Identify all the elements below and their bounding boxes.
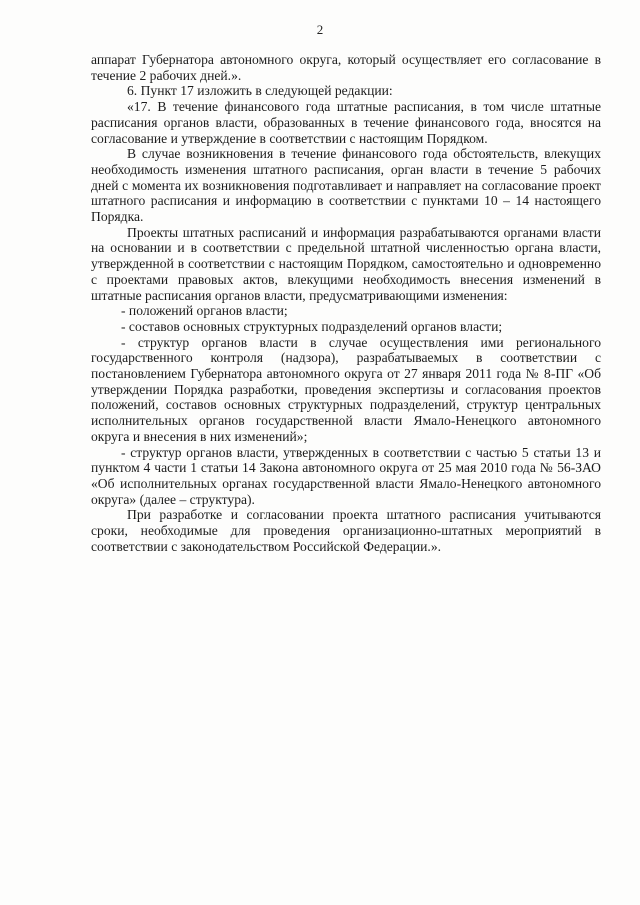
paragraph-development-terms: При разработке и согласовании проекта штатного расписания учитываются сроки, необходимые для проведения организационно-штатных мероприятий в соответствии с законодательством Российской Федерации.».	[91, 507, 601, 554]
page-number: 2	[316, 22, 324, 37]
list-item-compositions: - составов основных структурных подразделений органов власти;	[121, 318, 503, 334]
paragraph-item-6: 6. Пункт 17 изложить в следующей редакции:	[127, 83, 393, 99]
paragraph-continuation: аппарат Губернатора автономного округа, который осуществляет его согласование в течение 2 рабочих дней.».	[91, 52, 601, 83]
paragraph-clause-17: «17. В течение финансового года штатные расписания, в том числе штатные расписания органов власти, образованных в течение финансового года, вносятся на согласование и утверждение в соответствии с настоящим Порядком.	[91, 99, 601, 146]
list-item-control-structures: - структур органов власти в случае осуществления ими регионального государственного контроля (надзора), разрабатываемых в соответствии с постановлением Губернатора автономного округа от 27 января 2011 года № 8-ПГ «Об утверждении Порядка разработки, проведения экспертизы и согласования проектов положений, составов основных структурных подразделений, структур центральных исполнительных органов государственной власти Ямало-Ненецкого автономного округа и внесения в них изменений»;	[91, 334, 601, 444]
paragraph-circumstances: В случае возникновения в течение финансового года обстоятельств, влекущих необходимость изменения штатного расписания, орган власти в течение 5 рабочих дней с момента их возникновения подготавливает и направляет на согласование проект штатного расписания и информацию в соответствии с пунктами 10 – 14 настоящего Порядка.	[91, 146, 601, 225]
document-body	[91, 52, 601, 555]
list-item-provisions: - положений органов власти;	[121, 303, 288, 319]
paragraph-drafts: Проекты штатных расписаний и информация разрабатываются органами власти на основании и в соответствии с предельной штатной численностью органа власти, утвержденной в соответствии с настоящим Порядком, самостоятельно и одновременно с проектами правовых актов, влекущими необходимость внесения изменений в штатные расписания органов власти, предусматривающими изменения:	[91, 224, 601, 303]
list-item-approved-structures: - структур органов власти, утвержденных в соответствии с частью 5 статьи 13 и пунктом 4 части 1 статьи 14 Закона автономного округа от 25 мая 2010 года № 56-ЗАО «Об исполнительных органах государственной власти Ямало-Ненецкого автономного округа» (далее – структура).	[91, 444, 601, 507]
